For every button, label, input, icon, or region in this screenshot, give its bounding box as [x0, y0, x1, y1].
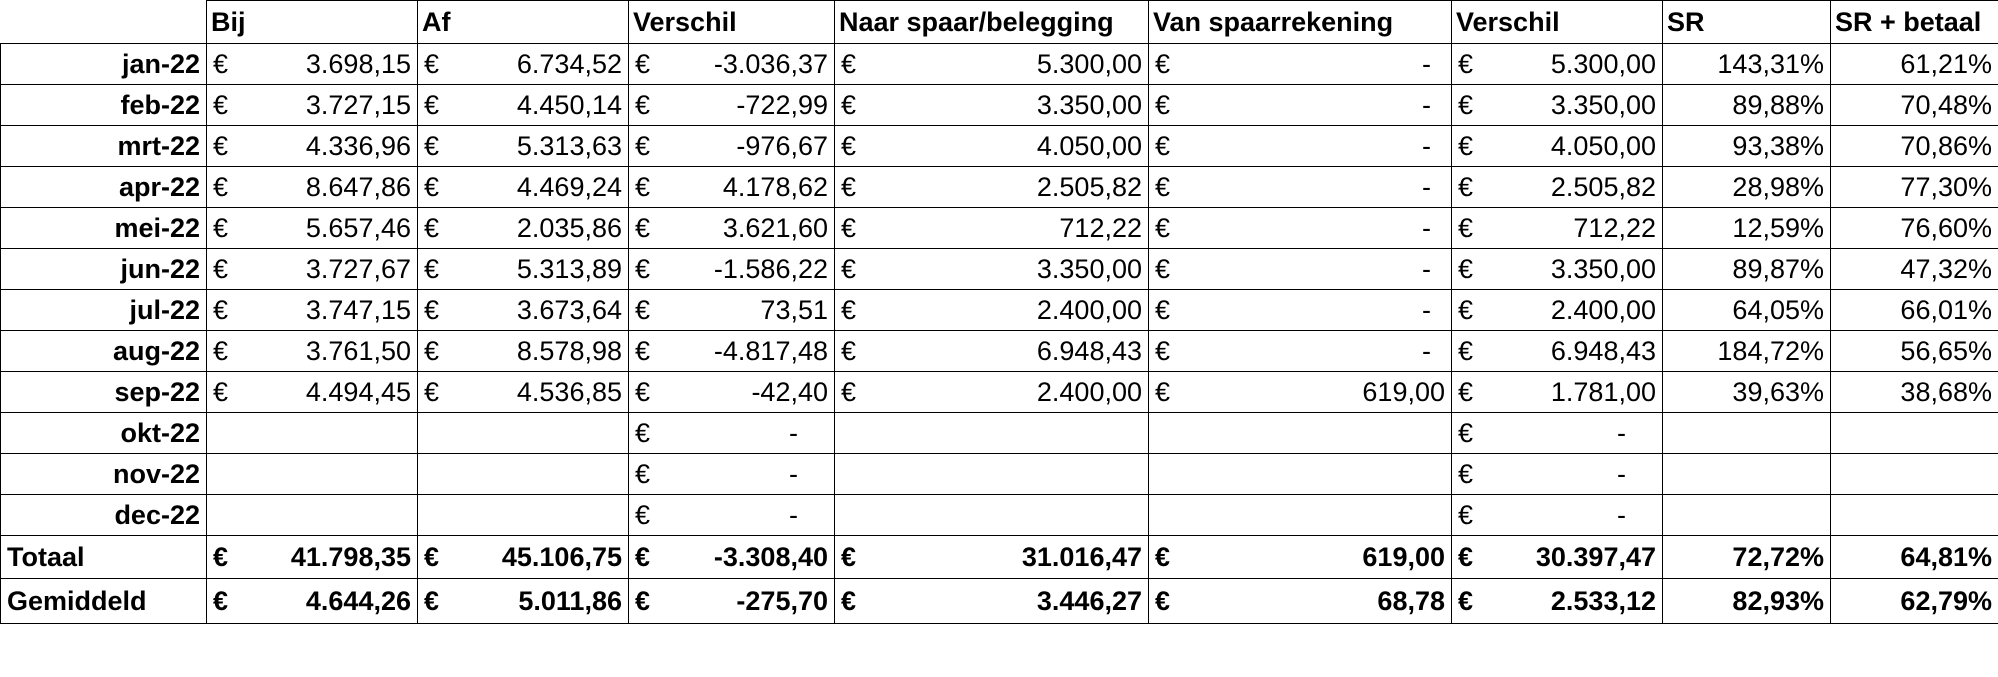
header-bij[interactable]: Bij — [207, 1, 418, 44]
amount: 41.798,35 — [290, 542, 411, 572]
month-label[interactable]: jun-22 — [1, 249, 207, 290]
cell-van-spaar[interactable] — [1149, 85, 1452, 126]
cell-af[interactable] — [418, 126, 629, 167]
cell-af[interactable] — [418, 495, 629, 536]
amount: 4.050,00 — [1036, 131, 1142, 161]
cell-af[interactable] — [418, 208, 629, 249]
month-label[interactable]: mei-22 — [1, 208, 207, 249]
month-label[interactable]: dec-22 — [1, 495, 207, 536]
currency-symbol: € — [635, 586, 651, 616]
cell-af[interactable] — [418, 331, 629, 372]
amount: 3.727,15 — [305, 90, 411, 120]
cell-verschil[interactable] — [629, 331, 835, 372]
table-row — [1, 454, 1998, 495]
cell-af[interactable] — [418, 454, 629, 495]
currency-symbol: € — [841, 213, 857, 243]
cell-verschil[interactable] — [629, 413, 835, 454]
currency-symbol: € — [213, 336, 229, 366]
cell-verschil[interactable] — [629, 126, 835, 167]
amount: 4.336,96 — [305, 131, 411, 161]
amount: 4.494,45 — [305, 377, 411, 407]
amount: 2.035,86 — [516, 213, 622, 243]
currency-symbol: € — [424, 377, 440, 407]
currency-symbol: € — [1458, 131, 1474, 161]
cell-sr[interactable]: 12,59% — [1663, 208, 1831, 249]
cell-verschil-2[interactable] — [1452, 495, 1663, 536]
currency-symbol: € — [213, 90, 229, 120]
currency-symbol: € — [1155, 542, 1171, 572]
cell-bij[interactable] — [207, 372, 418, 413]
amount: - — [1422, 90, 1431, 120]
currency-symbol: € — [841, 172, 857, 202]
header-corner — [1, 1, 207, 44]
cell-verschil-2[interactable] — [1452, 536, 1663, 579]
amount: 3.446,27 — [1036, 586, 1142, 616]
cell-bij[interactable] — [207, 126, 418, 167]
cell-bij[interactable] — [207, 44, 418, 85]
currency-symbol: € — [213, 49, 229, 79]
cell-bij[interactable] — [207, 536, 418, 579]
amount: 5.300,00 — [1036, 49, 1142, 79]
currency-symbol: € — [424, 131, 440, 161]
month-label[interactable]: sep-22 — [1, 372, 207, 413]
cell-verschil-2[interactable] — [1452, 579, 1663, 624]
table-row — [1, 167, 1998, 208]
currency-symbol: € — [1458, 295, 1474, 325]
table-row — [1, 44, 1998, 85]
cell-bij[interactable] — [207, 167, 418, 208]
currency-symbol: € — [424, 336, 440, 366]
amount: 2.400,00 — [1036, 295, 1142, 325]
amount: -1.586,22 — [713, 254, 828, 284]
cell-van-spaar[interactable] — [1149, 536, 1452, 579]
currency-symbol: € — [424, 90, 440, 120]
currency-symbol: € — [213, 131, 229, 161]
cell-bij[interactable] — [207, 249, 418, 290]
currency-symbol: € — [1458, 459, 1474, 489]
amount: 4.050,00 — [1550, 131, 1656, 161]
currency-symbol: € — [841, 295, 857, 325]
cell-naar-spaar[interactable] — [835, 536, 1149, 579]
amount: 3.698,15 — [305, 49, 411, 79]
currency-symbol: € — [841, 49, 857, 79]
header-verschil[interactable]: Verschil — [629, 1, 835, 44]
currency-symbol: € — [1458, 500, 1474, 530]
cell-verschil[interactable] — [629, 249, 835, 290]
cell-sr[interactable]: 28,98% — [1663, 167, 1831, 208]
table-row — [1, 372, 1998, 413]
amount: 3.350,00 — [1550, 90, 1656, 120]
table-row — [1, 413, 1998, 454]
cell-sr[interactable]: 93,38% — [1663, 126, 1831, 167]
cell-bij[interactable] — [207, 495, 418, 536]
amount: - — [1422, 49, 1431, 79]
currency-symbol: € — [1458, 90, 1474, 120]
month-label[interactable]: jan-22 — [1, 44, 207, 85]
currency-symbol: € — [213, 172, 229, 202]
currency-symbol: € — [841, 542, 857, 572]
cell-van-spaar[interactable] — [1149, 413, 1452, 454]
currency-symbol: € — [213, 542, 229, 572]
currency-symbol: € — [1458, 418, 1474, 448]
currency-symbol: € — [424, 295, 440, 325]
currency-symbol: € — [635, 459, 651, 489]
table-row — [1, 85, 1998, 126]
amount: 5.313,89 — [516, 254, 622, 284]
amount: 6.734,52 — [516, 49, 622, 79]
currency-symbol: € — [424, 213, 440, 243]
cell-af[interactable] — [418, 372, 629, 413]
currency-symbol: € — [1155, 586, 1171, 616]
cell-sr[interactable]: 89,88% — [1663, 85, 1831, 126]
cell-bij[interactable] — [207, 85, 418, 126]
cell-sr-betaal[interactable]: 62,79% — [1831, 579, 1998, 624]
amount: 4.450,14 — [516, 90, 622, 120]
cell-sr[interactable]: 184,72% — [1663, 331, 1831, 372]
currency-symbol: € — [1458, 172, 1474, 202]
currency-symbol: € — [841, 586, 857, 616]
amount: 712,22 — [1059, 213, 1142, 243]
currency-symbol: € — [635, 500, 651, 530]
currency-symbol: € — [1458, 586, 1474, 616]
amount: - — [1617, 500, 1626, 530]
cell-bij[interactable] — [207, 331, 418, 372]
amount: 2.400,00 — [1036, 377, 1142, 407]
cell-sr[interactable] — [1663, 413, 1831, 454]
currency-symbol: € — [1155, 213, 1171, 243]
currency-symbol: € — [841, 131, 857, 161]
amount: 3.621,60 — [722, 213, 828, 243]
currency-symbol: € — [424, 586, 440, 616]
amount: 6.948,43 — [1036, 336, 1142, 366]
cell-van-spaar[interactable] — [1149, 167, 1452, 208]
cell-verschil[interactable] — [629, 579, 835, 624]
table-row — [1, 495, 1998, 536]
cell-sr[interactable]: 82,93% — [1663, 579, 1831, 624]
cell-af[interactable] — [418, 290, 629, 331]
cell-sr-betaal[interactable] — [1831, 495, 1998, 536]
table-row — [1, 126, 1998, 167]
header-naar-spaar[interactable]: Naar spaar/belegging — [835, 1, 1149, 44]
cell-van-spaar[interactable] — [1149, 454, 1452, 495]
amount: 3.747,15 — [305, 295, 411, 325]
amount: -275,70 — [736, 586, 828, 616]
cell-sr[interactable] — [1663, 454, 1831, 495]
currency-symbol: € — [635, 377, 651, 407]
currency-symbol: € — [841, 254, 857, 284]
currency-symbol: € — [213, 213, 229, 243]
header-sr[interactable]: SR — [1663, 1, 1831, 44]
amount: 5.300,00 — [1550, 49, 1656, 79]
currency-symbol: € — [213, 295, 229, 325]
amount: 619,00 — [1362, 377, 1445, 407]
cell-verschil[interactable] — [629, 208, 835, 249]
cell-naar-spaar[interactable] — [835, 208, 1149, 249]
cell-verschil[interactable] — [629, 372, 835, 413]
cell-verschil-2[interactable] — [1452, 413, 1663, 454]
header-row — [1, 1, 1998, 44]
cell-bij[interactable] — [207, 208, 418, 249]
amount: - — [789, 500, 798, 530]
currency-symbol: € — [635, 49, 651, 79]
currency-symbol: € — [424, 172, 440, 202]
amount: 4.469,24 — [516, 172, 622, 202]
cell-sr-betaal[interactable]: 61,21% — [1831, 44, 1998, 85]
currency-symbol: € — [1458, 542, 1474, 572]
cell-van-spaar[interactable] — [1149, 331, 1452, 372]
currency-symbol: € — [635, 90, 651, 120]
amount: 73,51 — [760, 295, 828, 325]
amount: 3.350,00 — [1036, 90, 1142, 120]
currency-symbol: € — [841, 377, 857, 407]
amount: - — [1617, 459, 1626, 489]
amount: 2.505,82 — [1036, 172, 1142, 202]
amount: 619,00 — [1362, 542, 1445, 572]
cell-van-spaar[interactable] — [1149, 495, 1452, 536]
amount: -722,99 — [736, 90, 828, 120]
cell-sr[interactable] — [1663, 495, 1831, 536]
cell-verschil-2[interactable] — [1452, 44, 1663, 85]
amount: - — [1422, 336, 1431, 366]
cell-af[interactable] — [418, 413, 629, 454]
cell-van-spaar[interactable] — [1149, 208, 1452, 249]
cell-verschil[interactable] — [629, 44, 835, 85]
amount: - — [1422, 131, 1431, 161]
cell-verschil-2[interactable] — [1452, 454, 1663, 495]
header-van-spaar[interactable]: Van spaarrekening — [1149, 1, 1452, 44]
cell-bij[interactable] — [207, 579, 418, 624]
amount: 3.727,67 — [305, 254, 411, 284]
table-row — [1, 331, 1998, 372]
currency-symbol: € — [635, 418, 651, 448]
currency-symbol: € — [635, 295, 651, 325]
cell-sr-betaal[interactable]: 64,81% — [1831, 536, 1998, 579]
currency-symbol: € — [635, 172, 651, 202]
amount: 4.178,62 — [722, 172, 828, 202]
amount: 3.350,00 — [1550, 254, 1656, 284]
amount: -3.036,37 — [713, 49, 828, 79]
amount: 1.781,00 — [1550, 377, 1656, 407]
table-row — [1, 290, 1998, 331]
cell-af[interactable] — [418, 536, 629, 579]
amount: 6.948,43 — [1550, 336, 1656, 366]
cell-verschil[interactable] — [629, 495, 835, 536]
header-verschil-2[interactable]: Verschil — [1452, 1, 1663, 44]
amount: -42,40 — [751, 377, 828, 407]
table-body — [1, 44, 1998, 624]
currency-symbol: € — [1155, 377, 1171, 407]
cell-naar-spaar[interactable] — [835, 85, 1149, 126]
amount: -976,67 — [736, 131, 828, 161]
cell-naar-spaar[interactable] — [835, 44, 1149, 85]
cell-bij[interactable] — [207, 454, 418, 495]
amount: 712,22 — [1573, 213, 1656, 243]
cell-van-spaar[interactable] — [1149, 44, 1452, 85]
cell-bij[interactable] — [207, 413, 418, 454]
cell-af[interactable] — [418, 579, 629, 624]
cell-verschil-2[interactable] — [1452, 208, 1663, 249]
cell-sr-betaal[interactable]: 77,30% — [1831, 167, 1998, 208]
currency-symbol: € — [1155, 90, 1171, 120]
cell-sr-betaal[interactable]: 76,60% — [1831, 208, 1998, 249]
cell-verschil-2[interactable] — [1452, 85, 1663, 126]
cell-sr-betaal[interactable]: 66,01% — [1831, 290, 1998, 331]
cell-af[interactable] — [418, 167, 629, 208]
cell-sr-betaal[interactable]: 70,48% — [1831, 85, 1998, 126]
currency-symbol: € — [635, 542, 651, 572]
table-row — [1, 249, 1998, 290]
table-row — [1, 208, 1998, 249]
month-label[interactable]: okt-22 — [1, 413, 207, 454]
amount: 2.400,00 — [1550, 295, 1656, 325]
cell-van-spaar[interactable] — [1149, 579, 1452, 624]
amount: - — [1422, 254, 1431, 284]
currency-symbol: € — [1155, 172, 1171, 202]
cell-verschil[interactable] — [629, 536, 835, 579]
amount: - — [789, 418, 798, 448]
cell-sr[interactable]: 39,63% — [1663, 372, 1831, 413]
header-af[interactable]: Af — [418, 1, 629, 44]
cell-van-spaar[interactable] — [1149, 249, 1452, 290]
cell-naar-spaar[interactable] — [835, 579, 1149, 624]
amount: 8.647,86 — [305, 172, 411, 202]
cell-sr-betaal[interactable]: 70,86% — [1831, 126, 1998, 167]
currency-symbol: € — [1155, 254, 1171, 284]
cell-naar-spaar[interactable] — [835, 372, 1149, 413]
cell-sr-betaal[interactable] — [1831, 413, 1998, 454]
cell-sr-betaal[interactable]: 56,65% — [1831, 331, 1998, 372]
amount: 5.657,46 — [305, 213, 411, 243]
amount: 2.533,12 — [1550, 586, 1656, 616]
amount: - — [1617, 418, 1626, 448]
cell-naar-spaar[interactable] — [835, 331, 1149, 372]
amount: 2.505,82 — [1550, 172, 1656, 202]
currency-symbol: € — [841, 336, 857, 366]
cell-sr-betaal[interactable] — [1831, 454, 1998, 495]
amount: -4.817,48 — [713, 336, 828, 366]
cell-sr[interactable]: 72,72% — [1663, 536, 1831, 579]
cell-verschil-2[interactable] — [1452, 126, 1663, 167]
currency-symbol: € — [1155, 295, 1171, 325]
cell-van-spaar[interactable] — [1149, 126, 1452, 167]
cell-naar-spaar[interactable] — [835, 290, 1149, 331]
month-label[interactable]: mrt-22 — [1, 126, 207, 167]
cell-af[interactable] — [418, 44, 629, 85]
month-label[interactable]: aug-22 — [1, 331, 207, 372]
amount: 45.106,75 — [501, 542, 622, 572]
cell-verschil[interactable] — [629, 167, 835, 208]
amount: - — [1422, 295, 1431, 325]
cell-naar-spaar[interactable] — [835, 454, 1149, 495]
cell-sr[interactable]: 64,05% — [1663, 290, 1831, 331]
totaal-label[interactable]: Totaal — [1, 536, 207, 579]
amount: -3.308,40 — [713, 542, 828, 572]
currency-symbol: € — [424, 254, 440, 284]
currency-symbol: € — [1155, 336, 1171, 366]
month-label[interactable]: apr-22 — [1, 167, 207, 208]
currency-symbol: € — [1458, 49, 1474, 79]
currency-symbol: € — [841, 90, 857, 120]
cell-naar-spaar[interactable] — [835, 495, 1149, 536]
currency-symbol: € — [213, 586, 229, 616]
amount: 30.397,47 — [1535, 542, 1656, 572]
currency-symbol: € — [1458, 336, 1474, 366]
gemiddeld-label[interactable]: Gemiddeld — [1, 579, 207, 624]
cell-verschil-2[interactable] — [1452, 372, 1663, 413]
currency-symbol: € — [213, 254, 229, 284]
currency-symbol: € — [1458, 377, 1474, 407]
amount: 8.578,98 — [516, 336, 622, 366]
amount: 5.011,86 — [518, 586, 622, 616]
cell-verschil[interactable] — [629, 454, 835, 495]
totaal-row — [1, 536, 1998, 579]
cell-naar-spaar[interactable] — [835, 249, 1149, 290]
month-label[interactable]: nov-22 — [1, 454, 207, 495]
cell-verschil-2[interactable] — [1452, 290, 1663, 331]
cell-verschil-2[interactable] — [1452, 249, 1663, 290]
cell-sr-betaal[interactable]: 38,68% — [1831, 372, 1998, 413]
amount: - — [1422, 213, 1431, 243]
amount: 5.313,63 — [516, 131, 622, 161]
amount: 4.536,85 — [516, 377, 622, 407]
cell-sr-betaal[interactable]: 47,32% — [1831, 249, 1998, 290]
currency-symbol: € — [635, 254, 651, 284]
cell-bij[interactable] — [207, 290, 418, 331]
cell-naar-spaar[interactable] — [835, 167, 1149, 208]
amount: 3.673,64 — [516, 295, 622, 325]
cell-sr[interactable]: 89,87% — [1663, 249, 1831, 290]
gemiddeld-row — [1, 579, 1998, 624]
currency-symbol: € — [635, 336, 651, 366]
cell-af[interactable] — [418, 85, 629, 126]
cell-verschil[interactable] — [629, 290, 835, 331]
currency-symbol: € — [424, 542, 440, 572]
currency-symbol: € — [635, 131, 651, 161]
currency-symbol: € — [1155, 131, 1171, 161]
month-label[interactable]: jul-22 — [1, 290, 207, 331]
currency-symbol: € — [635, 213, 651, 243]
cell-sr[interactable]: 143,31% — [1663, 44, 1831, 85]
cell-naar-spaar[interactable] — [835, 126, 1149, 167]
cell-af[interactable] — [418, 249, 629, 290]
amount: 3.350,00 — [1036, 254, 1142, 284]
cell-naar-spaar[interactable] — [835, 413, 1149, 454]
cell-van-spaar[interactable] — [1149, 290, 1452, 331]
amount: 4.644,26 — [305, 586, 411, 616]
cell-van-spaar[interactable] — [1149, 372, 1452, 413]
amount: 68,78 — [1377, 586, 1445, 616]
currency-symbol: € — [213, 377, 229, 407]
amount: - — [789, 459, 798, 489]
month-label[interactable]: feb-22 — [1, 85, 207, 126]
currency-symbol: € — [1155, 49, 1171, 79]
currency-symbol: € — [1458, 254, 1474, 284]
amount: 3.761,50 — [305, 336, 411, 366]
cell-verschil-2[interactable] — [1452, 167, 1663, 208]
amount: - — [1422, 172, 1431, 202]
cell-verschil[interactable] — [629, 85, 835, 126]
currency-symbol: € — [1458, 213, 1474, 243]
header-sr-betaal[interactable]: SR + betaal — [1831, 1, 1998, 44]
currency-symbol: € — [424, 49, 440, 79]
cell-verschil-2[interactable] — [1452, 331, 1663, 372]
amount: 31.016,47 — [1021, 542, 1142, 572]
